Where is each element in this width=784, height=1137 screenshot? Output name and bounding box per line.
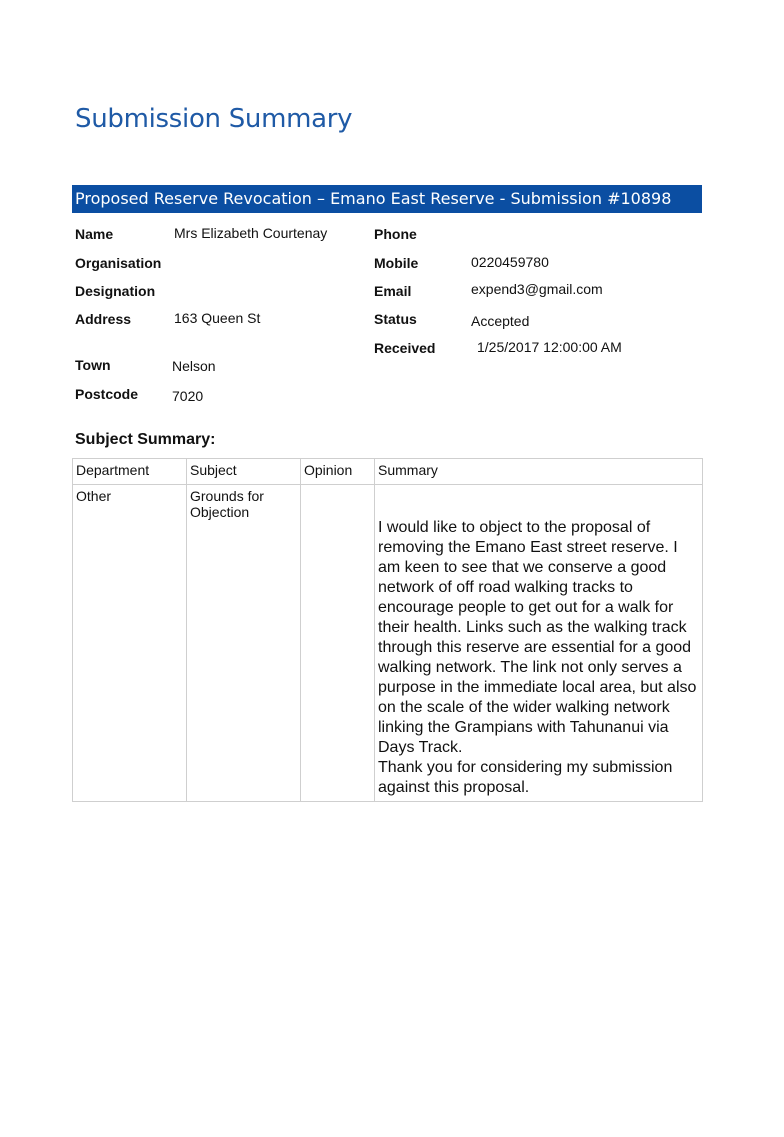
column-header-summary: Summary xyxy=(375,459,703,485)
organisation-label: Organisation xyxy=(75,255,162,271)
email-label: Email xyxy=(374,283,412,299)
page-title: Submission Summary xyxy=(75,104,353,134)
town-label: Town xyxy=(75,357,111,373)
column-header-department: Department xyxy=(73,459,187,485)
status-value: Accepted xyxy=(471,313,530,329)
subject-cell: Grounds for Objection xyxy=(187,485,301,802)
summary-text: I would like to object to the proposal of removing the Emano East street reserve. I am keen to see that we conserve a good network of off road walking tracks to encourage people to get out for a walk for their health. Links such as the walking track through this reserve are essential for a good walking network. The link not only serves a purpose in the immediate local area, but also on the scale of the wider walking network linking the Grampians with Tahunanui via Days Track. Thank you for considering my submission against this proposal. xyxy=(378,519,697,796)
address-label: Address xyxy=(75,311,132,327)
summary-cell xyxy=(375,485,703,802)
submission-banner: Proposed Reserve Revocation – Emano East Reserve - Submission #10898 xyxy=(72,185,702,213)
table-row xyxy=(73,485,703,802)
department-cell: Other xyxy=(73,485,187,802)
email-value: expend3@gmail.com xyxy=(471,281,603,297)
name-label: Name xyxy=(75,226,114,242)
received-label: Received xyxy=(374,340,436,356)
designation-label: Designation xyxy=(75,283,156,299)
received-value: 1/25/2017 12:00:00 AM xyxy=(477,339,622,355)
mobile-value: 0220459780 xyxy=(471,254,549,270)
address-value: 163 Queen St xyxy=(174,310,261,326)
column-header-subject: Subject xyxy=(187,459,301,485)
postcode-label: Postcode xyxy=(75,386,139,402)
name-value: Mrs Elizabeth Courtenay xyxy=(174,225,328,241)
subject-summary-table xyxy=(72,458,703,802)
subject-summary-heading: Subject Summary: xyxy=(75,431,216,448)
opinion-cell xyxy=(301,485,375,802)
postcode-value: 7020 xyxy=(172,388,204,404)
mobile-label: Mobile xyxy=(374,255,419,271)
town-value: Nelson xyxy=(172,358,216,374)
column-header-opinion: Opinion xyxy=(301,459,375,485)
table-header-row xyxy=(73,459,703,485)
status-label: Status xyxy=(374,311,417,327)
phone-label: Phone xyxy=(374,226,417,242)
